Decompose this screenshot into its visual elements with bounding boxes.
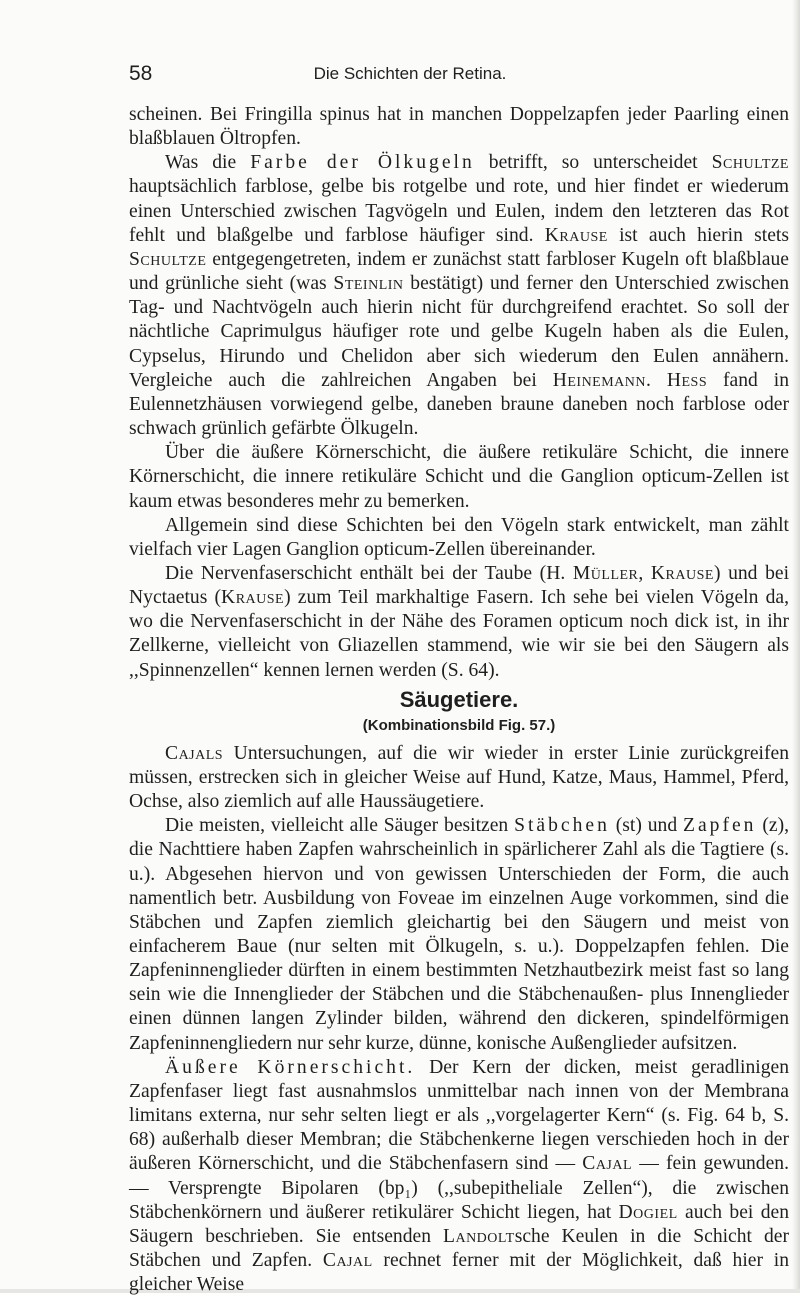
text-run: entgegengetreten, indem er zunächst statt farbloser Kugeln oft blaßblaue und grünliche sieht (was [129,248,789,295]
text-run: auch bei den Säugern beschrieben. Sie entsenden [129,1201,789,1247]
text-run: Untersuchungen, auf die wir wieder in erster Linie zurückgreifen müssen, erstrecken sich in gleicher Weise auf Hund, Katze, Maus, Hammel, Pferd, Ochse, also ziemlich auf alle Haussäugetiere. [129,742,789,813]
running-title: Die Schichten der Retina. [313,64,507,83]
text-run: ist auch hierin stets [607,224,789,246]
author-name: Dogiel [618,1201,678,1223]
page-header [0,62,800,92]
text-run: Die meisten, vielleicht alle Säuger besitzen [165,815,515,837]
section-subheading: (Kombinationsbild Fig. 57.) [362,716,556,734]
text-run: Die Nervenfaserschicht enthält bei der Taube (H. [165,562,573,584]
author-name: Schultze [129,248,207,270]
section-heading: Säugetiere. [399,686,519,712]
emphasis-spaced: Farbe der Ölkugeln [250,152,475,174]
author-name: Cajals [165,742,224,764]
author-name: Müller [572,562,639,584]
text-run: (z), die Nachttiere haben Zapfen wahrscheinlich in spärlicherer Zahl als die Tagtiere (s. u.). Abgesehen hiervon und von gewissen Unterschieden der Form, die auch namentlich betr. Ausbildung von Foveae im einzelnen Auge vorkommen, sind die Stäbchen und Zapfen ziemlich gleichartig bei den Säugern und meist von einfacherem Baue (nur selten mit Ölkugeln, s. u.). Doppelzapfen fehlen. Die Zapfeninnenglieder dürften in einem bestimmten Netzhautbezirk meist fast so lang sein wie die Innenglieder der Stäbchen und die Stäbchenaußen- plus Innenglieder einen dünnen langen Zylinder bilden, während den dickeren, spindelförmigen Zapfeninnengliedern nur sehr kurze, dünne, konische Außenglieder aufsitzen. [129,815,789,1054]
author-name: Heinemann [552,369,647,391]
text-run: ) und bei Nyctaetus ( [129,562,790,609]
body-text [129,103,789,1297]
author-name: Krause [650,562,714,584]
paragraph-cajal-studies [129,742,789,814]
paragraph-nerve-fibers [129,562,789,683]
page-edge-shadow [792,0,800,1293]
emphasis-spaced: Äußere Körnerschicht. [165,1056,416,1078]
text-run: Was die [165,152,251,174]
text-run: rechnet ferner mit der Möglichkeit, daß hier in gleicher Weise [129,1250,789,1296]
paragraph-outer-nuclear-layer [129,1056,789,1297]
text-run: fand in Eulennetzhäusen vorwiegend gelbe, daneben braune daneben noch farblose oder schwach grünlich gefärbte Ölkugeln. [129,369,789,440]
text-run: sche Keulen in die Schicht der Stäbchen und Zapfen. [129,1225,789,1272]
paragraph-oil-drops: scheinen. Bei Fringilla spinus hat in manchen Doppelzapfen jeder Paarling einen blaßblauen Öltropfen. [129,104,789,150]
text-run: — fein gewunden. — Versprengte Bipolaren (bp₁) (,,subepitheliale Zellen“), die zwischen Stäbchenkörnern und äußerer retikulärer Schicht liegen, hat [129,1153,789,1223]
author-name: Schultze [711,152,789,174]
text-run: ) zum Teil markhaltige Fasern. Ich sehe bei vielen Vögeln da, wo die Nervenfaserschicht in der Nähe des Foramen opticum noch dick ist, in ihr Zellkerne, vielleicht von Gliazellen stammend, wie wir sie bei den Säugern als ,,Spinnenzellen“ kennen lernen werden (S. 64). [129,587,789,681]
text-run: . [646,369,667,391]
page-number: 58 [129,62,153,85]
text-run: bestätigt) und ferner den Unterschied zwischen Tag- und Nachtvögeln auch hierin nicht für durchgreifend erachtet. So soll der nächtliche Caprimulgus häufiger rote und gelbe Kugeln haben als die Eulen, Cypselus, Hirundo und Chelidon aber sich wiederum den Eulen annähern. Vergleiche auch die zahlreichen Angaben bei [129,273,789,391]
emphasis-spaced: Stäbchen [514,815,610,837]
paragraph-general: Allgemein sind diese Schichten bei den Vögeln stark entwickelt, man zählt vielfach vier Lagen Ganglion opticum-Zellen übereinander. [129,514,789,560]
text-run: Der Kern der dicken, meist geradlinigen Zapfenfaser liegt fast ausnahmslos unmittelbar nach innen von der Membrana limitans externa, nur sehr selten liegt er als ,,vorgelagerter Kern“ (s. Fig. 64 b, S. 68) außerhalb dieser Membran; die Stäbchenkerne liegen verschieden hoch in der äußeren Körnerschicht, und die Stäbchenfasern sind — [129,1056,789,1175]
author-name: Hess [666,369,708,391]
text-run: , [638,562,651,584]
author-name: Krause [221,587,285,609]
author-name: Cajal [582,1153,633,1175]
author-name: Cajal [322,1250,373,1272]
emphasis-spaced: Zapfen [683,815,757,837]
paragraph-rods-cones [129,814,789,1056]
author-name: Krause [544,224,608,246]
text-run: hauptsächlich farblose, gelbe bis rotgelbe und rote, und hier findet er wiederum einen Unterschied zwischen Tagvögeln und Eulen, indem den letzteren das Rot fehlt und blaßgelbe und farblose häufiger sind. [129,176,789,246]
paragraph-layers: Über die äußere Körnerschicht, die äußere retikuläre Schicht, die innere Körnerschicht, die innere retikuläre Schicht und die Ganglion opticum-Zellen ist kaum etwas besonderes mehr zu bemerken. [129,442,789,512]
author-name: Steinlin [333,273,404,295]
author-name: Landolt [442,1225,515,1247]
text-run: (st) und [609,815,683,837]
paragraph-oil-colors [129,151,789,441]
text-run: betrifft, so unterscheidet [474,152,712,174]
